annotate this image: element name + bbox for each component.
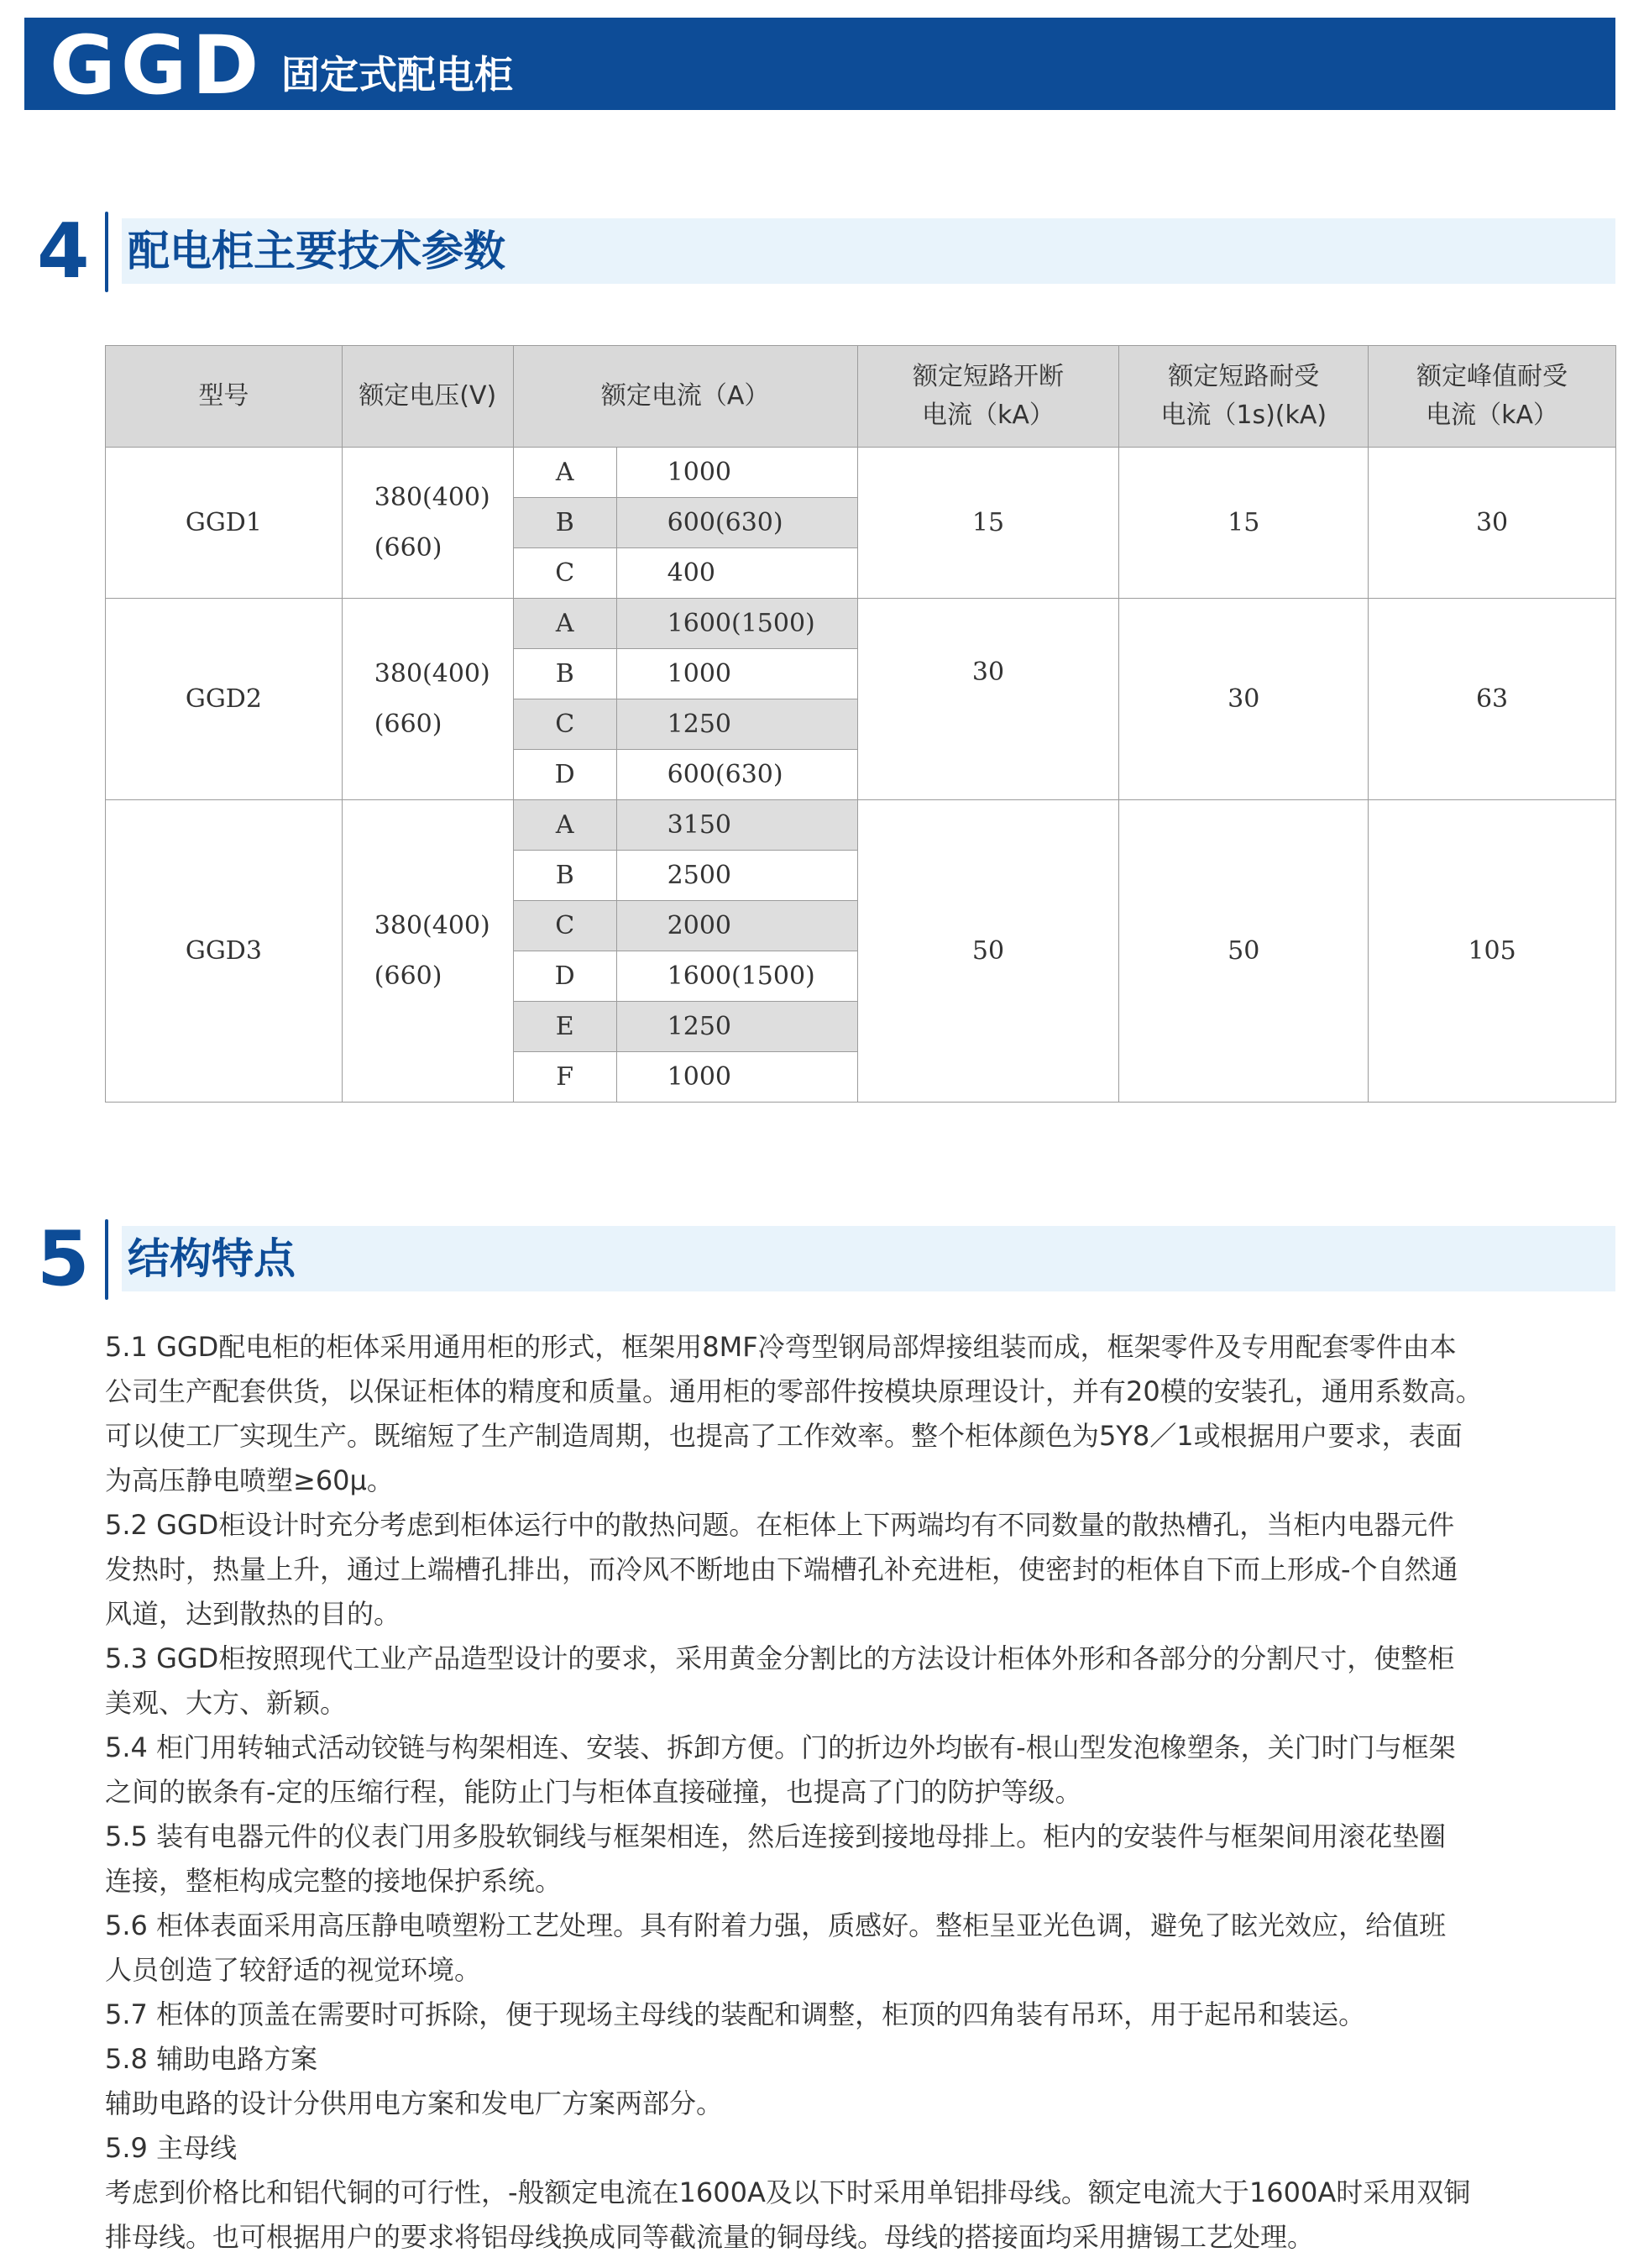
text-line: 5.6 柜体表面采用高压静电喷塑粉工艺处理。具有附着力强，质感好。整柜呈亚光色调，避免了眩光效应，给值班 <box>105 1909 1447 1941</box>
cell-grade: A <box>513 800 616 851</box>
text-line: 连接，整柜构成完整的接地保护系统。 <box>105 1865 563 1897</box>
cell-grade: F <box>513 1052 616 1103</box>
header-current: 额定电流（A） <box>513 346 857 448</box>
text-line: 考虑到价格比和铝代铜的可行性，-般额定电流在1600A及以下时采用单铝排母线。额定电流大于1600A时采用双铜 <box>105 2176 1471 2208</box>
table-row <box>106 448 1616 498</box>
text-line: 为高压静电喷塑≥60μ。 <box>105 1464 394 1496</box>
cell-grade: B <box>513 851 616 901</box>
section4-divider <box>105 212 108 292</box>
cell-grade: C <box>513 901 616 951</box>
text-line: 美观、大方、新颖。 <box>105 1687 348 1719</box>
brand-logo-text: GGD <box>50 18 264 113</box>
header-subtitle: 固定式配电柜 <box>281 52 513 97</box>
text-line: 人员创造了较舒适的视觉环境。 <box>105 1954 482 1986</box>
cell-break: 15 <box>857 448 1119 599</box>
header-voltage: 额定电压(V) <box>342 346 513 448</box>
cell-current: 2500 <box>616 851 857 901</box>
section4-number: 4 <box>37 207 90 296</box>
cell-withstand: 50 <box>1119 800 1369 1103</box>
text-line: 5.3 GGD柜按照现代工业产品造型设计的要求，采用黄金分割比的方法设计柜体外形和各部分的分割尺寸，使整柜 <box>105 1642 1455 1674</box>
header-model: 型号 <box>106 346 343 448</box>
table-row <box>106 800 1616 851</box>
cell-current: 2000 <box>616 901 857 951</box>
structure-features-text <box>105 1325 1616 2260</box>
header-banner <box>24 18 1615 113</box>
cell-grade: D <box>513 750 616 800</box>
cell-withstand: 15 <box>1119 448 1369 599</box>
text-line: 5.2 GGD柜设计时充分考虑到柜体运行中的散热问题。在柜体上下两端均有不同数量的散热槽孔，当柜内电器元件 <box>105 1509 1455 1541</box>
text-line: 5.8 辅助电路方案 <box>105 2043 318 2075</box>
cell-model: GGD1 <box>106 448 343 599</box>
text-line: 5.1 GGD配电柜的柜体采用通用柜的形式，框架用8MF冷弯型钢局部焊接组装而成，框架零件及专用配套零件由本 <box>105 1331 1457 1363</box>
cell-current: 3150 <box>616 800 857 851</box>
text-line: 发热时，热量上升，通过上端槽孔排出，而冷风不断地由下端槽孔补充进柜，使密封的柜体自下而上形成-个自然通 <box>105 1553 1458 1585</box>
section5-title: 结构特点 <box>128 1234 296 1283</box>
section4-title: 配电柜主要技术参数 <box>128 227 505 275</box>
cell-current: 600(630) <box>616 498 857 548</box>
text-line: 5.9 主母线 <box>105 2132 238 2164</box>
cell-current: 1600(1500) <box>616 951 857 1002</box>
cell-voltage: 380(400) (660) <box>342 800 513 1103</box>
cell-grade: C <box>513 548 616 599</box>
section5-number: 5 <box>37 1215 90 1303</box>
header-break: 额定短路开断 电流（kA） <box>857 346 1119 448</box>
cell-break: 50 <box>857 800 1119 1103</box>
cell-grade: A <box>513 448 616 498</box>
text-line: 5.4 柜门用转轴式活动铰链与构架相连、安装、拆卸方便。门的折边外均嵌有-根山型发泡橡塑条，关门时门与框架 <box>105 1731 1456 1763</box>
cell-current: 600(630) <box>616 750 857 800</box>
text-line: 公司生产配套供货，以保证柜体的精度和质量。通用柜的零部件按模块原理设计，并有20模的安装孔，通用系数高。 <box>105 1375 1483 1407</box>
table-row <box>106 599 1616 649</box>
cell-grade: D <box>513 951 616 1002</box>
header-withstand: 额定短路耐受 电流（1s)(kA) <box>1119 346 1369 448</box>
text-line: 辅助电路的设计分供用电方案和发电厂方案两部分。 <box>105 2087 724 2119</box>
cell-break: 30 <box>857 599 1119 800</box>
cell-grade: B <box>513 498 616 548</box>
section5-band <box>122 1226 1615 1291</box>
cell-voltage: 380(400) (660) <box>342 448 513 599</box>
text-line: 排母线。也可根据用户的要求将铝母线换成同等截流量的铜母线。母线的搭接面均采用搪锡工艺处理。 <box>105 2221 1315 2253</box>
spec-table <box>105 345 1616 1103</box>
section5-divider <box>105 1219 108 1300</box>
cell-grade: B <box>513 649 616 699</box>
cell-grade: E <box>513 1002 616 1052</box>
cell-model: GGD3 <box>106 800 343 1103</box>
cell-voltage: 380(400) (660) <box>342 599 513 800</box>
cell-current: 1250 <box>616 699 857 750</box>
text-line: 风道，达到散热的目的。 <box>105 1598 401 1630</box>
cell-peak: 63 <box>1369 599 1616 800</box>
text-line: 5.5 装有电器元件的仪表门用多股软铜线与框架相连，然后连接到接地母排上。柜内的安装件与框架间用滚花垫圈 <box>105 1820 1447 1852</box>
cell-current: 1600(1500) <box>616 599 857 649</box>
cell-current: 400 <box>616 548 857 599</box>
cell-current: 1250 <box>616 1002 857 1052</box>
cell-peak: 30 <box>1369 448 1616 599</box>
text-line: 5.7 柜体的顶盖在需要时可拆除，便于现场主母线的装配和调整，柜顶的四角装有吊环，用于起吊和装运。 <box>105 1998 1366 2030</box>
table-header-row <box>106 346 1616 448</box>
cell-current: 1000 <box>616 649 857 699</box>
cell-current: 1000 <box>616 448 857 498</box>
cell-withstand: 30 <box>1119 599 1369 800</box>
cell-peak: 105 <box>1369 800 1616 1103</box>
text-line: 之间的嵌条有-定的压缩行程，能防止门与柜体直接碰撞，也提高了门的防护等级。 <box>105 1776 1082 1808</box>
text-line: 可以使工厂实现生产。既缩短了生产制造周期，也提高了工作效率。整个柜体颜色为5Y8／1或根据用户要求，表面 <box>105 1420 1463 1452</box>
cell-grade: C <box>513 699 616 750</box>
cell-model: GGD2 <box>106 599 343 800</box>
header-peak: 额定峰值耐受 电流（kA） <box>1369 346 1616 448</box>
cell-current: 1000 <box>616 1052 857 1103</box>
cell-grade: A <box>513 599 616 649</box>
